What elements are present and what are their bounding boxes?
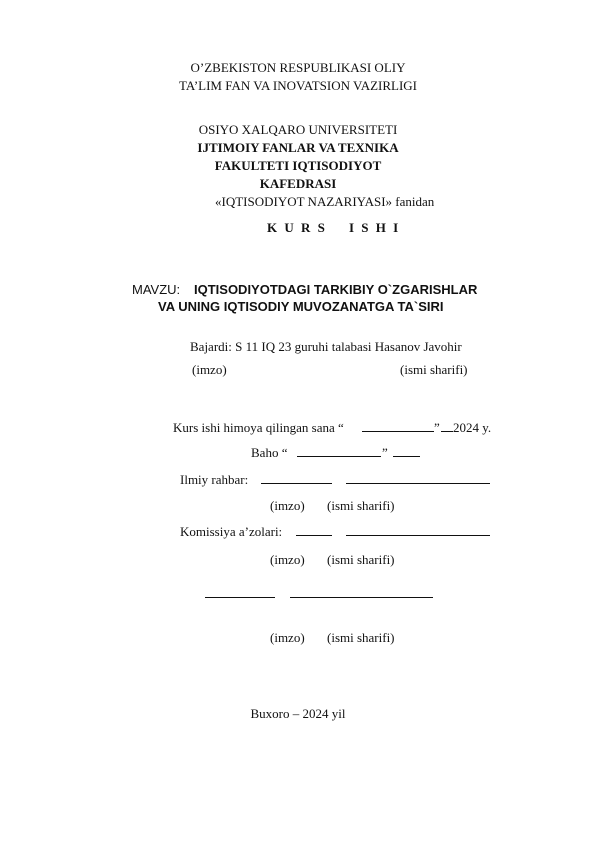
grade-prefix: Baho “ <box>251 445 288 460</box>
defense-year: 2024 y. <box>453 420 492 435</box>
supervisor-name-blank <box>346 483 490 484</box>
department-name: KAFEDRASI <box>259 176 337 191</box>
extra-name-blank <box>290 597 433 598</box>
work-type-kurs: K U R S <box>267 220 327 235</box>
defense-date-blank <box>362 431 434 432</box>
extra-name-label: (ismi sharifi) <box>327 630 395 645</box>
extra-sign-label: (imzo) <box>270 630 305 645</box>
supervisor-sign-blank <box>261 483 332 484</box>
subject-line: «IQTISODIYOT NAZARIYASI» fanidan <box>215 194 435 209</box>
grade-extra-blank <box>393 456 420 457</box>
grade-blank <box>297 456 381 457</box>
supervisor-sign-label: (imzo) <box>270 498 305 513</box>
commission-sign-label: (imzo) <box>270 552 305 567</box>
commission-name-blank <box>346 535 490 536</box>
topic-label: MAVZU: <box>132 282 181 297</box>
author-name-label: (ismi sharifi) <box>400 362 468 377</box>
author-line: Bajardi: S 11 IQ 23 guruhi talabasi Hasanov Javohir <box>190 339 462 354</box>
defense-year-blank <box>441 431 453 432</box>
extra-sign-blank <box>205 597 275 598</box>
ministry-line-1: O’ZBEKISTON RESPUBLIKASI OLIY <box>190 60 406 75</box>
commission-sign-blank <box>296 535 332 536</box>
work-type-ishi: I S H I <box>349 220 401 235</box>
commission-name-label: (ismi sharifi) <box>327 552 395 567</box>
university-name: OSIYO XALQARO UNIVERSITETI <box>198 122 398 137</box>
supervisor-name-label: (ismi sharifi) <box>327 498 395 513</box>
topic-line-1: IQTISODIYOTDAGI TARKIBIY O`ZGARISHLAR <box>194 282 478 297</box>
place-year: Buxoro – 2024 yil <box>250 706 346 721</box>
supervisor-label: Ilmiy rahbar: <box>180 472 249 487</box>
topic-line-2: VA UNING IQTISODIY MUVOZANATGA TA`SIRI <box>158 299 444 314</box>
ministry-line-2: TA’LIM FAN VA INOVATSION VAZIRLIGI <box>178 78 418 93</box>
defense-date-close-quote: ” <box>434 420 440 435</box>
faculty-line-2: FAKULTETI IQTISODIYOT <box>214 158 382 173</box>
defense-date-prefix: Kurs ishi himoya qilingan sana “ <box>173 420 344 435</box>
commission-label: Komissiya a’zolari: <box>180 524 283 539</box>
faculty-line-1: IJTIMOIY FANLAR VA TEXNIKA <box>197 140 399 155</box>
grade-close-quote: ” <box>382 445 388 460</box>
author-sign-label: (imzo) <box>192 362 227 377</box>
